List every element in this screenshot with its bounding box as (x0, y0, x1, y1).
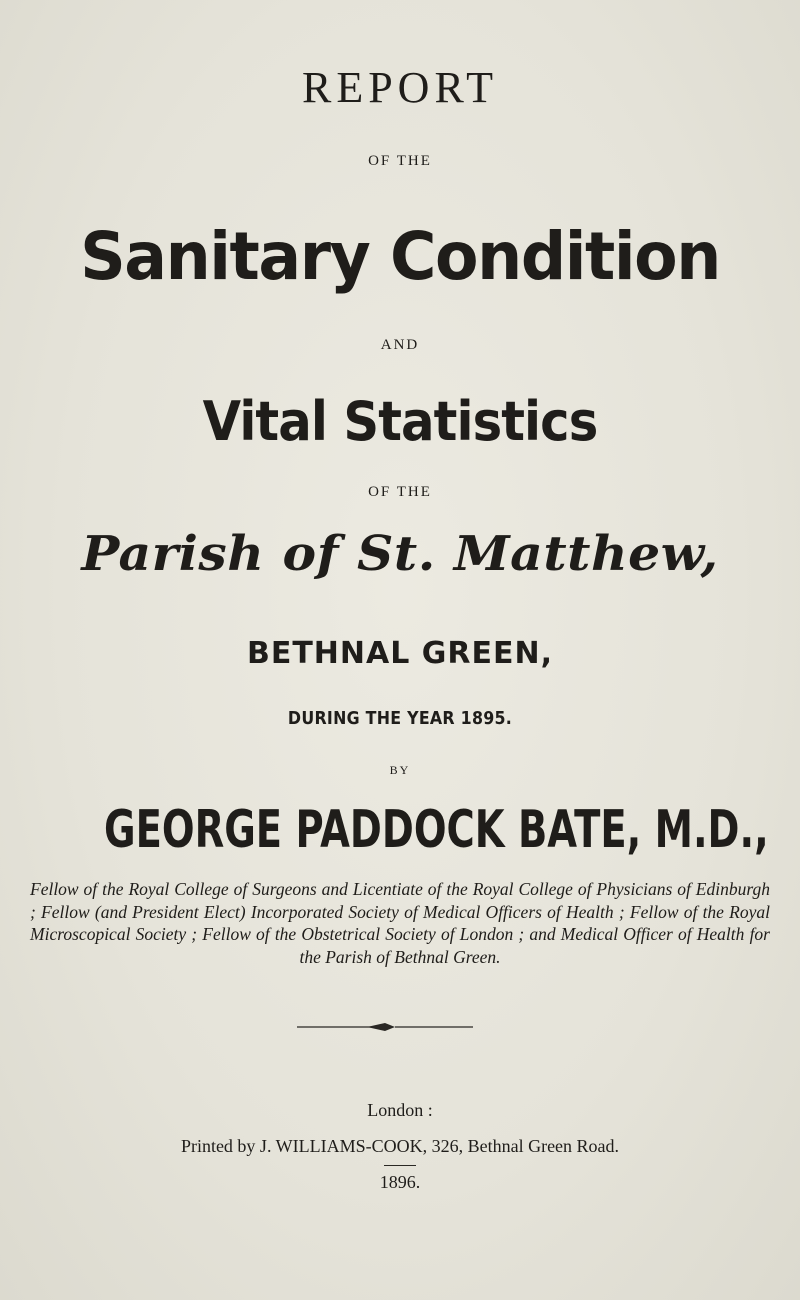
of-the-line-1: OF THE (368, 153, 432, 169)
and-line: AND (380, 337, 420, 353)
subject-vital-statistics: Vital Statistics (202, 390, 598, 453)
imprint-place: London : (367, 1100, 433, 1120)
of-the-line-2: OF THE (368, 484, 432, 500)
author-name: GEORGE PADDOCK BATE, M.D., (104, 800, 769, 860)
subject-sanitary-condition: Sanitary Condition (80, 218, 720, 295)
report-period: DURING THE YEAR 1895. (287, 708, 513, 729)
imprint-year: 1896. (379, 1172, 421, 1192)
diamond-rule-ornament (297, 1020, 473, 1034)
parish-name: Parish of St. Matthew, (81, 526, 719, 582)
report-title: REPORT (301, 63, 499, 112)
short-rule-divider (384, 1165, 416, 1166)
by-line: BY (389, 763, 411, 777)
imprint-printer: Printed by J. WILLIAMS-COOK, 326, Bethnal Green Road. (180, 1136, 620, 1156)
author-credentials: Fellow of the Royal College of Surgeons and Licentiate of the Royal College of Physicians of Edinburgh ; Fellow (and President Elect) Incorporated Society of Medical Officers of Health ; Fellow of the Royal Microscopical Society ; Fellow of the Obstetrical Society of London ; and Medical Officer of Health for the Parish of Bethnal Green. (30, 879, 770, 967)
district-name: BETHNAL GREEN, (246, 636, 554, 671)
